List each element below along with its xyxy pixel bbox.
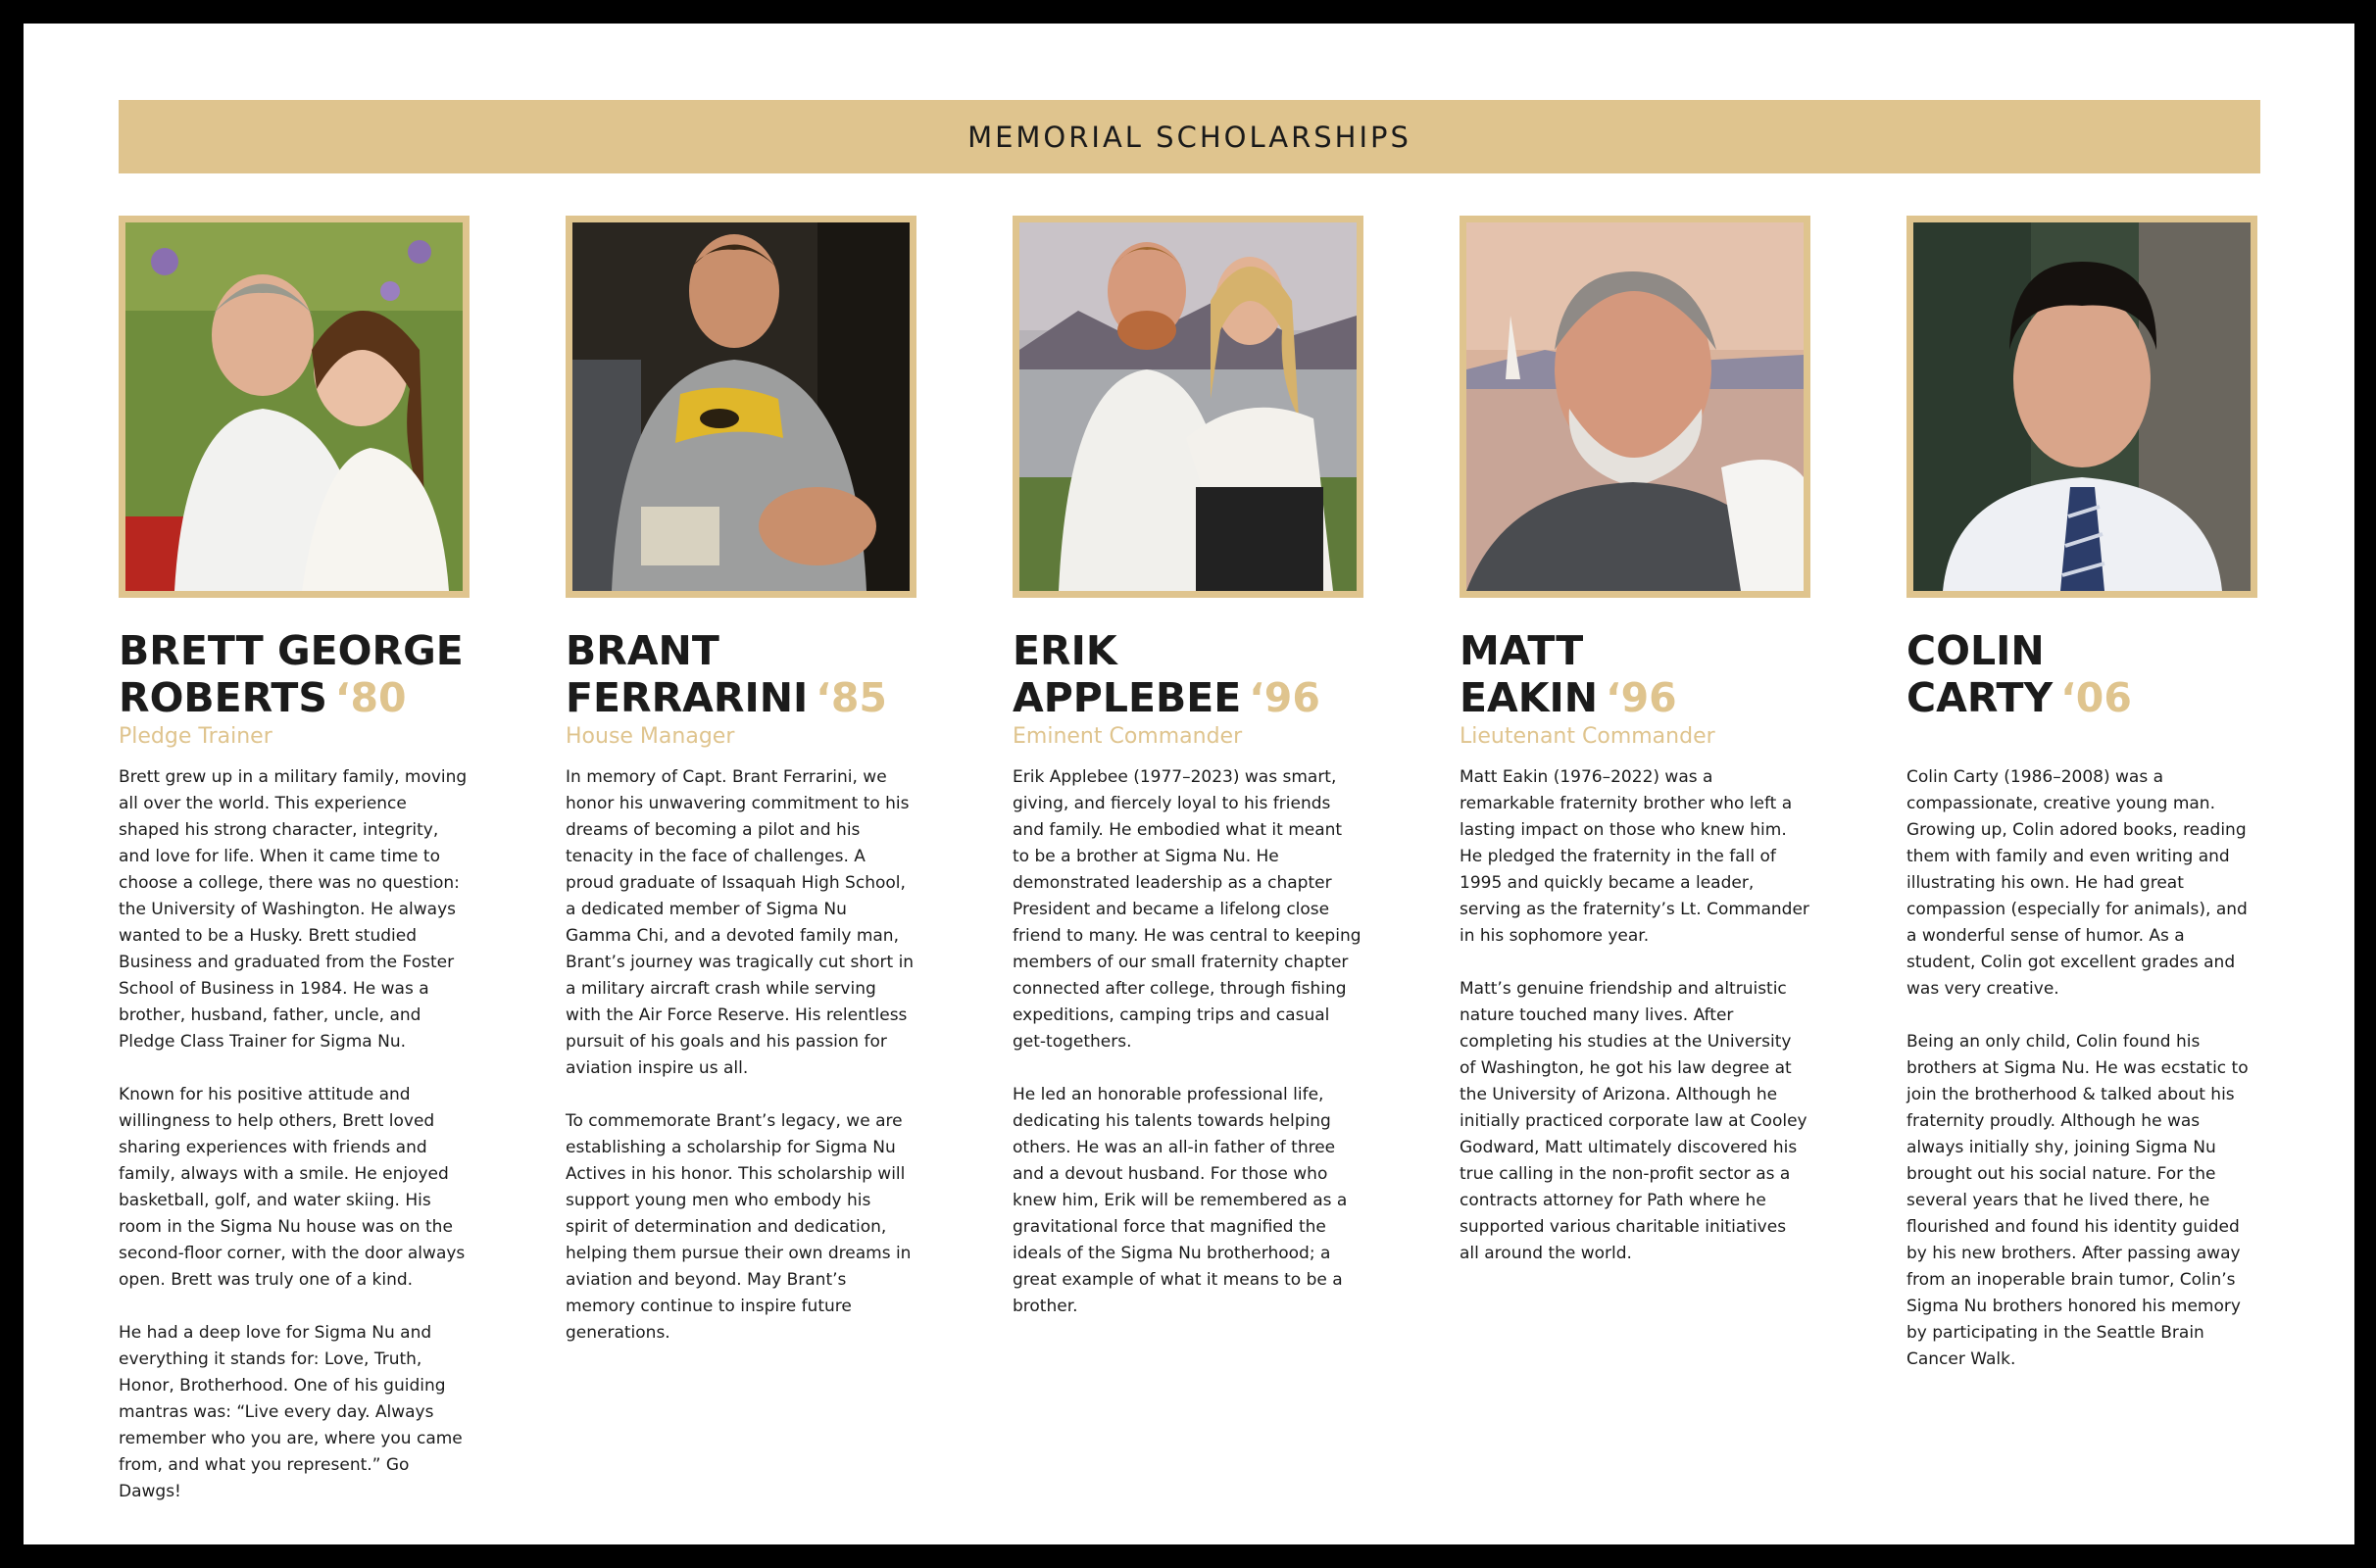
member-column-roberts (119, 216, 470, 1532)
bio-paragraph: Being an only child, Colin found his brothers at Sigma Nu. He was ecstatic to join the brotherhood & talked about his fraternity proudly. Although he was always initially shy, joining Sigma Nu brought out his social nature. For the several years that he lived there, he flourished and found his identity guided by his new brothers. After passing away from an inoperable brain tumor, Colin’s Sigma Nu brothers honored his memory by participating in the Seattle Brain Cancer Walk. (1906, 1032, 2249, 1369)
bio-paragraph: Erik Applebee (1977–2023) was smart, giving, and fiercely loyal to his friends and family. He embodied what it meant to be a brother at Sigma Nu. He demonstrated leadership as a chapter President and became a lifelong close friend to many. He was central to keeping members of our small fraternity chapter connected after college, through fishing expeditions, camping trips and casual get-togethers. (1013, 767, 1361, 1052)
photo-man-seated-icon (572, 222, 910, 591)
member-bio (119, 764, 470, 1505)
photo-couple-outdoors-icon (125, 222, 463, 591)
name-line-1: MATT (1460, 627, 1584, 674)
member-photo (1013, 216, 1363, 598)
bio-paragraph: Known for his positive attitude and willingness to help others, Brett loved sharing experiences with friends and family, always with a smile. He enjoyed basketball, golf, and water skiing. His room in the Sigma Nu house was on the second-floor corner, with the door always open. Brett was truly one of a kind. (119, 1085, 466, 1290)
member-name (1013, 627, 1363, 721)
bio-paragraph: He had a deep love for Sigma Nu and everything it stands for: Love, Truth, Honor, Brotherhood. One of his guiding mantras was: “Live every day. Always remember who you are, where you came from, and what you represent.” Go Dawgs! (119, 1323, 463, 1501)
member-bio (1013, 764, 1363, 1320)
member-role: Lieutenant Commander (1460, 724, 1715, 749)
name-line-1: BRANT (566, 627, 719, 674)
photo-man-sunset-icon (1466, 222, 1804, 591)
member-photo (566, 216, 916, 598)
member-name (1906, 627, 2257, 721)
class-year: ‘85 (816, 674, 887, 721)
class-year: ‘96 (1249, 674, 1320, 721)
member-bio (1906, 764, 2257, 1373)
bio-paragraph: Matt Eakin (1976–2022) was a remarkable fraternity brother who left a lasting impact on those who knew him. He pledged the fraternity in the fall of 1995 and quickly became a leader, serving as the fraternity’s Lt. Commander in his sophomore year. (1460, 767, 1809, 946)
class-year: ‘96 (1606, 674, 1677, 721)
member-photo (1906, 216, 2257, 598)
name-line-2: APPLEBEE (1013, 674, 1242, 721)
name-line-2: CARTY (1906, 674, 2054, 721)
member-name (1460, 627, 1810, 721)
name-line-2: EAKIN (1460, 674, 1599, 721)
member-role: Eminent Commander (1013, 724, 1243, 749)
member-bio (566, 764, 916, 1347)
member-photo (119, 216, 470, 598)
member-column-applebee (1013, 216, 1363, 1347)
photo-young-man-portrait-icon (1913, 222, 2251, 591)
member-column-ferrarini (566, 216, 916, 1373)
member-column-eakin (1460, 216, 1810, 1294)
member-bio (1460, 764, 1810, 1267)
member-role (1906, 723, 2257, 751)
bio-paragraph: To commemorate Brant’s legacy, we are establishing a scholarship for Sigma Nu Actives in his honor. This scholarship will support young men who embody his spirit of determination and dedication, helping them pursue their own dreams in aviation and beyond. May Brant’s memory continue to inspire future generations. (566, 1111, 912, 1343)
header-banner (119, 100, 2260, 173)
member-name (119, 627, 470, 721)
bio-paragraph: Brett grew up in a military family, moving all over the world. This experience shaped his strong character, integrity, and love for life. When it came time to choose a college, there was no question: the University of Washington. He always wanted to be a Husky. Brett studied Business and graduated from the Foster School of Business in 1984. He was a brother, husband, father, uncle, and Pledge Class Trainer for Sigma Nu. (119, 767, 468, 1052)
name-line-1: BRETT GEORGE (119, 627, 464, 674)
memorial-page (24, 24, 2354, 1544)
bio-paragraph: In memory of Capt. Brant Ferrarini, we honor his unwavering commitment to his dreams of becoming a pilot and his tenacity in the face of challenges. A proud graduate of Issaquah High School, a dedicated member of Sigma Nu Gamma Chi, and a devoted family man, Brant’s journey was tragically cut short in a military aircraft crash while serving with the Air Force Reserve. His relentless pursuit of his goals and his passion for aviation inspire us all. (566, 767, 915, 1078)
name-line-2: ROBERTS (119, 674, 327, 721)
class-year: ‘80 (334, 674, 407, 721)
name-line-1: COLIN (1906, 627, 2045, 674)
page-title: MEMORIAL SCHOLARSHIPS (967, 120, 1411, 154)
name-line-1: ERIK (1013, 627, 1117, 674)
class-year: ‘06 (2060, 674, 2132, 721)
bio-paragraph: He led an honorable professional life, dedicating his talents towards helping others. He was an all-in father of three and a devout husband. For those who knew him, Erik will be remembered as a gravitational force that magnified the ideals of the Sigma Nu brotherhood; a great example of what it means to be a brother. (1013, 1085, 1348, 1316)
photo-couple-lake-icon (1019, 222, 1357, 591)
member-role: House Manager (566, 724, 735, 749)
member-role: Pledge Trainer (119, 724, 272, 749)
member-photo (1460, 216, 1810, 598)
member-column-carty (1906, 216, 2257, 1399)
member-name (566, 627, 916, 721)
bio-paragraph: Matt’s genuine friendship and altruistic nature touched many lives. After completing his studies at the University of Washington, he got his law degree at the University of Arizona. Although he initially practiced corporate law at Cooley Godward, Matt ultimately discovered his true calling in the non-profit sector as a contracts attorney for Path where he supported various charitable initiatives all around the world. (1460, 979, 1807, 1263)
name-line-2: FERRARINI (566, 674, 809, 721)
bio-paragraph: Colin Carty (1986–2008) was a compassionate, creative young man. Growing up, Colin adored books, reading them with family and even writing and illustrating his own. He had great compassion (especially for animals), and a wonderful sense of humor. As a student, Colin got excellent grades and was very creative. (1906, 767, 2248, 999)
